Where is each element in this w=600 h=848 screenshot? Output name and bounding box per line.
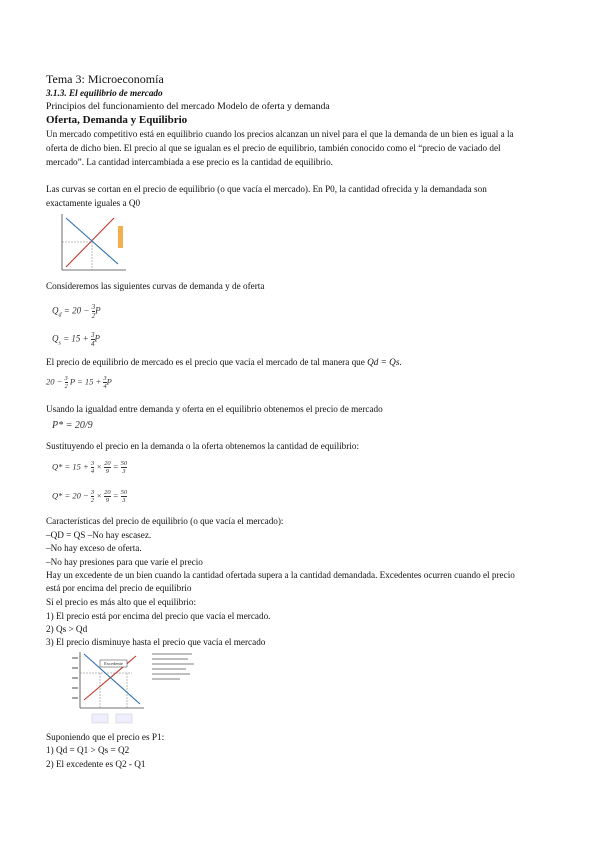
q2-left: Q* = 20 − [52, 490, 89, 501]
section-heading: Oferta, Demanda y Equilibrio [46, 114, 188, 126]
q2-times: × [96, 490, 102, 501]
curves-line-1: Las curvas se cortan en el precio de equilibrio (o que vacía el mercado). En P0, la cantidad ofrecida y la demandada son [46, 184, 487, 194]
eq-var: P [106, 376, 112, 387]
pstar-equation: P* = 20/9 [52, 420, 93, 431]
suppose-line: Suponiendo que el precio es P1: [46, 732, 165, 742]
eq-n1: 3 [64, 375, 68, 382]
qs-equation [52, 331, 100, 348]
intro-line-3: mercado”. La cantidad intercambiada a ese precio es la cantidad de equilibrio. [46, 157, 333, 167]
qd-symbol: Q [52, 305, 59, 316]
surplus-item-2: 2) Qs > Qd [46, 624, 88, 634]
q1-d3: 3 [122, 468, 126, 475]
suppose-item-2: 2) El excedente es Q2 - Q1 [46, 759, 146, 769]
intro-line-2: oferta de dicho bien. El precio al que se igualan es el precio de equilibrio, también conocido como el “precio de vaciado del [46, 143, 501, 153]
intro-line-1: Un mercado competitivo está en equilibrio cuando los precios alcanzan un nivel para el que la demanda de un bien es igual a la [46, 129, 514, 139]
q2-d1: 2 [90, 497, 95, 504]
sustituyendo-text: Sustituyendo el precio en la demanda o la oferta obtenemos la cantidad de equilibrio: [46, 441, 360, 451]
consider-text: Consideremos las siguientes curvas de demanda y de oferta [46, 281, 265, 291]
equilibrium-formula: Qd = Qs [367, 357, 400, 367]
qs-den: 4 [91, 340, 95, 348]
q1-n1: 3 [90, 460, 95, 467]
q2-d3: 3 [122, 497, 126, 504]
qd-rhs: = 20 − [63, 305, 90, 316]
surplus-item-1: 1) El precio está por encima del precio que vacía el mercado. [46, 611, 271, 621]
q1-d1: 4 [90, 468, 95, 475]
q1-times: × [96, 461, 102, 472]
qd-den: 2 [91, 312, 96, 320]
qs-sub: s [58, 340, 61, 347]
q1-equals: = [112, 461, 119, 472]
supply-demand-figure [56, 212, 132, 274]
qs-num: 3 [91, 331, 95, 339]
characteristics-title: Características del precio de equilibrio (o que vacía el mercado): [46, 516, 284, 526]
q2-n3: 50 [120, 489, 128, 496]
qd-num: 3 [91, 303, 96, 311]
fig2-tag-q2 [116, 714, 132, 723]
page-title: Tema 3: Microeconomía [46, 72, 164, 86]
curves-line-2: exactamente iguales a Q0 [46, 198, 141, 208]
qd-var: P [95, 305, 101, 316]
surplus-item-3: 3) El precio disminuye hasta el precio que vacía el mercado [46, 637, 266, 647]
eq-left: 20 − [46, 376, 63, 387]
eq-d1: 2 [64, 383, 68, 390]
qs-rhs: = 15 + [63, 333, 89, 344]
subtitle: Principios del funcionamiento del mercado Modelo de oferta y demanda [46, 101, 330, 112]
fig2-side-notes [152, 654, 194, 679]
fig2-ticks [72, 658, 78, 698]
qs-symbol: Q [52, 333, 59, 344]
equality-equation [46, 375, 112, 390]
surplus-line-2: está por encima del precio de equilibrio [46, 583, 192, 593]
eq-n2: 3 [103, 375, 107, 382]
q1-left: Q* = 15 + [52, 461, 89, 472]
surplus-line-1: Hay un excedente de un bien cuando la cantidad ofertada supera a la cantidad demandada. Excedentes ocurren cuando el precio [46, 570, 515, 580]
q2-n2: 20 [104, 489, 111, 496]
q1-d2: 9 [105, 468, 109, 475]
characteristics-item-3: –No hay presiones para que varíe el precio [46, 557, 203, 567]
surplus-line-3: Si el precio es más alto que el equilibrio: [46, 597, 197, 607]
qd-equation [52, 303, 101, 320]
characteristics-item-2: –No hay exceso de oferta. [46, 543, 142, 553]
qs-var: P [94, 333, 100, 344]
usando-text: Usando la igualdad entre demanda y oferta en el equilibrio obtenemos el precio de mercado [46, 404, 383, 414]
q1-n3: 50 [120, 460, 128, 467]
surplus-figure [60, 648, 210, 726]
equilibrium-period: . [399, 357, 402, 367]
qd-sub: d [58, 312, 62, 319]
suppose-item-1: 1) Qd = Q1 > Qs = Q2 [46, 745, 130, 755]
fig2-tag-q1 [92, 714, 108, 723]
q2-d2: 9 [105, 497, 109, 504]
characteristics-item-1: –QD = QS –No hay escasez. [46, 530, 152, 540]
legend-highlight [118, 226, 123, 248]
equilibrium-text: El precio de equilibrio de mercado es el precio que vacía el mercado de tal manera que [46, 357, 365, 367]
q2-equals: = [112, 490, 119, 501]
eq-mid: P = 15 + [69, 376, 102, 387]
q1-n2: 20 [104, 460, 111, 467]
eq-d2: 4 [103, 383, 107, 390]
q2-n1: 3 [90, 489, 95, 496]
qstar-demand-equation [52, 489, 127, 504]
supply-curve [66, 218, 114, 267]
excedente-label: Excedente [104, 661, 123, 667]
section-number: 3.1.3. El equilibrio de mercado [46, 88, 163, 98]
equilibrium-sentence [46, 357, 402, 367]
qstar-supply-equation [52, 460, 127, 475]
